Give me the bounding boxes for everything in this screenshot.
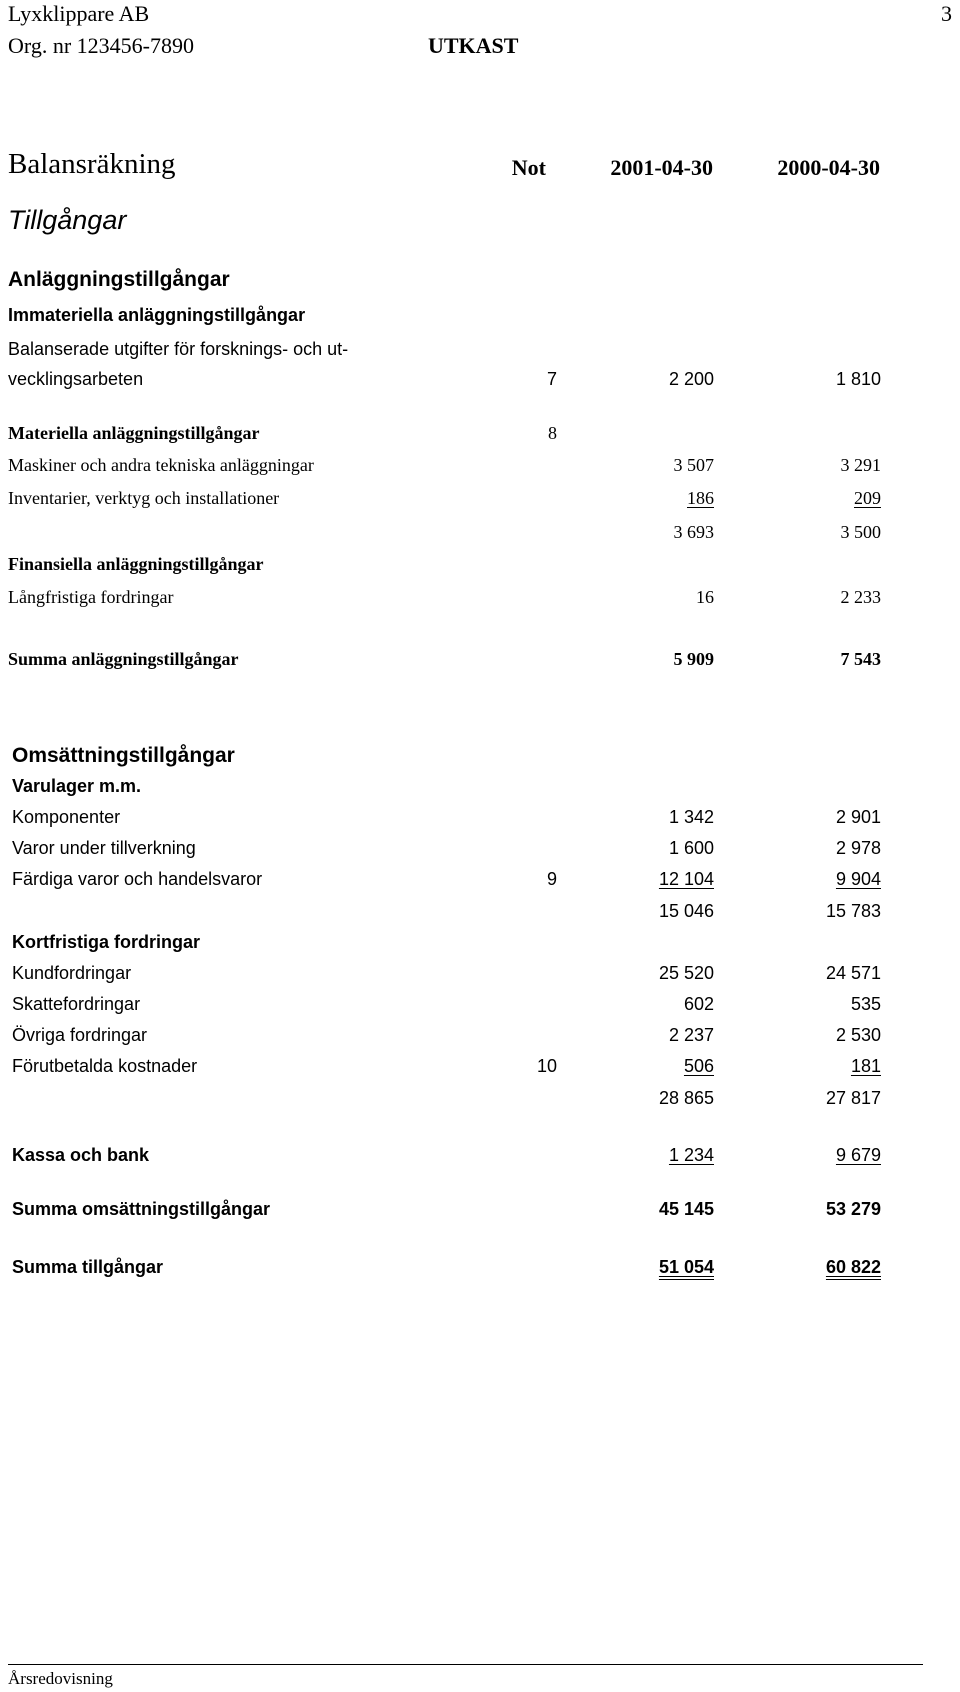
cash-value-2001: 1 234	[668, 1145, 714, 1165]
rd-value-2001: 2 200	[668, 369, 714, 389]
page-title: Balansräkning	[8, 148, 176, 180]
customer-label: Kundfordringar	[12, 963, 132, 983]
company-name: Lyxklippare AB	[8, 1, 150, 26]
org-number: Org. nr 123456-7890	[8, 33, 194, 58]
other-value-2001: 2 237	[668, 1025, 714, 1045]
assets-heading: Tillgångar	[8, 205, 127, 235]
current-heading: Omsättningstillgångar	[12, 744, 235, 767]
longterm-value-2000: 2 233	[840, 587, 881, 607]
finished-note: 9	[546, 869, 557, 889]
tangible-heading: Materiella anläggningstillgångar	[8, 423, 260, 443]
customer-value-2000: 24 571	[825, 963, 881, 983]
fixed-sum-label: Summa anläggningstillgångar	[8, 649, 239, 669]
draft-label: UTKAST	[428, 33, 519, 58]
wip-label: Varor under tillverkning	[12, 838, 196, 858]
rd-value-2000: 1 810	[835, 369, 881, 389]
total-assets-2000: 60 822	[825, 1257, 881, 1277]
receivables-total-2001: 28 865	[658, 1088, 714, 1108]
tangible-note: 8	[548, 423, 557, 443]
current-sum-2001: 45 145	[658, 1199, 714, 1219]
equipment-label: Inventarier, verktyg och installationer	[8, 488, 280, 508]
machinery-value-2000: 3 291	[840, 455, 881, 475]
components-value-2000: 2 901	[835, 807, 881, 827]
tangible-total-2001: 3 693	[673, 522, 714, 542]
tax-value-2001: 602	[683, 994, 714, 1014]
fixed-assets-heading: Anläggningstillgångar	[8, 268, 230, 291]
total-assets-label: Summa tillgångar	[12, 1257, 164, 1277]
equipment-value-2000: 209	[854, 488, 881, 508]
prepaid-value-2000: 181	[850, 1056, 881, 1076]
longterm-label: Långfristiga fordringar	[8, 587, 174, 607]
current-sum-label: Summa omsättningstillgångar	[12, 1199, 271, 1219]
machinery-value-2001: 3 507	[673, 455, 714, 475]
fixed-sum-2000: 7 543	[840, 649, 881, 669]
prepaid-label: Förutbetalda kostnader	[12, 1056, 198, 1076]
fixed-sum-2001: 5 909	[673, 649, 714, 669]
rd-note: 7	[546, 369, 557, 389]
longterm-value-2001: 16	[696, 587, 714, 607]
footer-label: Årsredovisning	[8, 1669, 113, 1688]
tax-label: Skattefordringar	[12, 994, 141, 1014]
machinery-label: Maskiner och andra tekniska anläggningar	[8, 455, 314, 475]
wip-value-2000: 2 978	[835, 838, 881, 858]
inventory-heading: Varulager m.m.	[12, 776, 142, 796]
receivables-total-2000: 27 817	[825, 1088, 881, 1108]
tax-value-2000: 535	[850, 994, 881, 1014]
intangible-heading: Immateriella anläggningstillgångar	[8, 305, 306, 325]
equipment-value-2001: 186	[687, 488, 714, 508]
cash-label: Kassa och bank	[12, 1145, 150, 1165]
col-header-2000: 2000-04-30	[777, 155, 880, 180]
finished-value-2000: 9 904	[835, 869, 881, 889]
page-number: 3	[941, 1, 952, 26]
col-header-note: Not	[511, 155, 546, 180]
cash-value-2000: 9 679	[835, 1145, 881, 1165]
prepaid-note: 10	[536, 1056, 557, 1076]
wip-value-2001: 1 600	[668, 838, 714, 858]
rd-label-line1: Balanserade utgifter för forsknings- och ut-	[8, 339, 349, 359]
other-value-2000: 2 530	[835, 1025, 881, 1045]
inventory-total-2000: 15 783	[825, 901, 881, 921]
prepaid-value-2001: 506	[683, 1056, 714, 1076]
inventory-total-2001: 15 046	[658, 901, 714, 921]
finished-label: Färdiga varor och handelsvaror	[12, 869, 263, 889]
customer-value-2001: 25 520	[658, 963, 714, 983]
receivables-heading: Kortfristiga fordringar	[12, 932, 201, 952]
components-value-2001: 1 342	[668, 807, 714, 827]
finished-value-2001: 12 104	[658, 869, 714, 889]
col-header-2001: 2001-04-30	[610, 155, 713, 180]
components-label: Komponenter	[12, 807, 121, 827]
footer-rule	[8, 1664, 923, 1665]
total-assets-2001: 51 054	[658, 1257, 714, 1277]
financial-heading: Finansiella anläggningstillgångar	[8, 554, 264, 574]
rd-label-line2: vecklingsarbeten	[8, 369, 144, 389]
tangible-total-2000: 3 500	[840, 522, 881, 542]
current-sum-2000: 53 279	[825, 1199, 881, 1219]
other-label: Övriga fordringar	[12, 1025, 148, 1045]
